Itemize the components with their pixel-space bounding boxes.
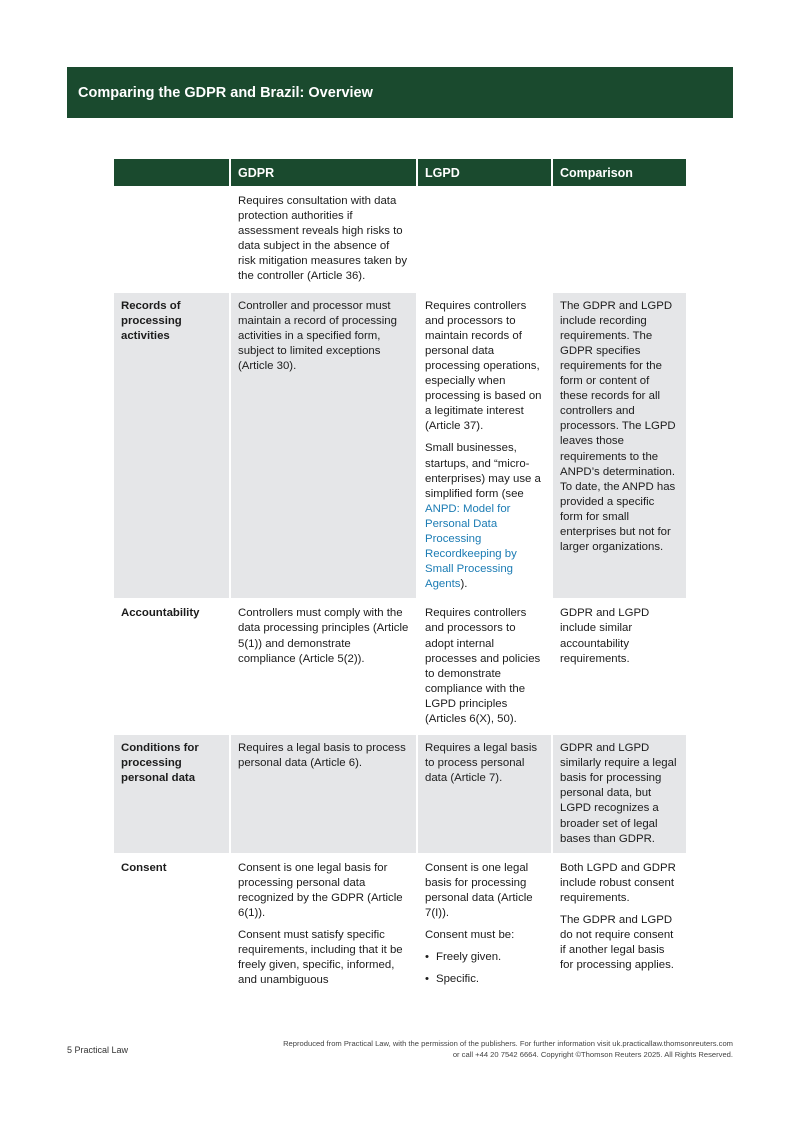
row-label-accountability: Accountability: [121, 607, 200, 620]
table-cell-gdpr: [231, 293, 416, 599]
cell-text: Consent is one legal basis for processing personal data (Article 7(I)).: [425, 861, 533, 920]
column-header-gdpr: GDPR: [231, 159, 416, 186]
table-cell-gdpr: [231, 188, 416, 291]
table-cell-label: [114, 188, 229, 291]
cell-text-prefix: Small businesses, startups, and “micro-enterprises) may use a simplified form (see: [425, 442, 541, 500]
row-label-conditions: Conditions for processing personal data: [114, 735, 229, 853]
table-cell-lgpd: [418, 855, 551, 1001]
table-cell-lgpd: [418, 188, 551, 291]
copyright-notice: [213, 1038, 733, 1060]
column-header-comparison: Comparison: [553, 159, 686, 186]
table-cell-gdpr: [231, 735, 416, 853]
cell-text: Requires a legal basis to process personal data (Article 7).: [425, 742, 538, 785]
copyright-line: or call +44 20 7542 6664. Copyright ©Thomson Reuters 2025. All Rights Reserved.: [452, 1050, 733, 1059]
table-cell-comparison: [553, 855, 686, 1001]
table-cell-gdpr: [231, 600, 416, 733]
cell-text: Requires a legal basis to process personal data (Article 6).: [238, 742, 406, 770]
cell-text: Requires controllers and processors to maintain records of personal data processing operations, especially when processing is based on a legitimate interest (Article 37).: [425, 299, 542, 433]
table-cell-comparison: [553, 188, 686, 291]
cell-text: Consent is one legal basis for processing personal data recognized by the GDPR (Article 6(1)).: [238, 861, 403, 920]
page-banner: [67, 67, 733, 118]
anpd-model-link[interactable]: ANPD: Model for Personal Data Processing Recordkeeping by Small Processing Agents: [425, 502, 517, 591]
cell-text-suffix: ).: [460, 578, 468, 591]
copyright-line: Reproduced from Practical Law, with the permission of the publishers. For further information visit uk.practicallaw.thomsonreuters.com: [283, 1039, 733, 1048]
cell-text: Consent must satisfy specific requirements, including that it be freely given, specific, informed, and unambiguous: [238, 929, 403, 987]
list-item: • Specific.: [425, 972, 544, 987]
page-title: Comparing the GDPR and Brazil: Overview: [78, 84, 373, 101]
cell-text: Controller and processor must maintain a record of processing activities in a specified form, subject to limited exceptions (Article 30).: [238, 299, 397, 372]
cell-text: Consent must be:: [425, 929, 515, 942]
cell-text: Requires controllers and processors to adopt internal processes and policies to demonstrate compliance with the LGPD principles (Articles 6(X), 50).: [425, 607, 541, 725]
row-label-consent: Consent: [121, 861, 167, 874]
table-cell-lgpd: [418, 293, 551, 599]
table-cell-lgpd: [418, 600, 551, 733]
cell-text: GDPR and LGPD similarly require a legal basis for processing personal data, but LGPD recognizes a broader set of legal bases than GDPR.: [560, 742, 677, 845]
cell-text: The GDPR and LGPD include recording requirements. The GDPR specifies requirements for the form or content of these records for all controllers and processors. The LGPD leaves those requirements to the ANPD’s determination. To date, the ANPD has provided a specific form for small enterprises but not for larger organizations.: [560, 299, 676, 554]
table-cell-comparison: [553, 735, 686, 853]
comparison-table: [114, 159, 686, 1000]
table-cell-gdpr: [231, 855, 416, 1001]
column-header-lgpd: LGPD: [418, 159, 551, 186]
cell-text: Requires consultation with data protection authorities if assessment reveals high risks to data subject in the absence of risk mitigation measures taken by the controller (Article 36).: [238, 195, 408, 283]
consent-requirements-list: [425, 950, 544, 987]
cell-text: The GDPR and LGPD do not require consent if another legal basis for processing applies.: [560, 914, 674, 972]
page-number: 5 Practical Law: [67, 1045, 129, 1055]
table-cell-comparison: [553, 293, 686, 599]
cell-text: Controllers must comply with the data processing principles (Article 5(1)) and demonstrate compliance (Article 5(2)).: [238, 607, 409, 665]
table-cell-lgpd: [418, 735, 551, 853]
column-header-blank: [114, 159, 229, 186]
cell-text: Both LGPD and GDPR include robust consent requirements.: [560, 861, 676, 904]
table-cell-comparison: [553, 600, 686, 733]
cell-text: GDPR and LGPD include similar accountability requirements.: [560, 607, 650, 665]
list-item: • Freely given.: [425, 950, 544, 965]
row-label-records: Records of processing activities: [114, 293, 229, 599]
cell-text: [425, 441, 544, 592]
